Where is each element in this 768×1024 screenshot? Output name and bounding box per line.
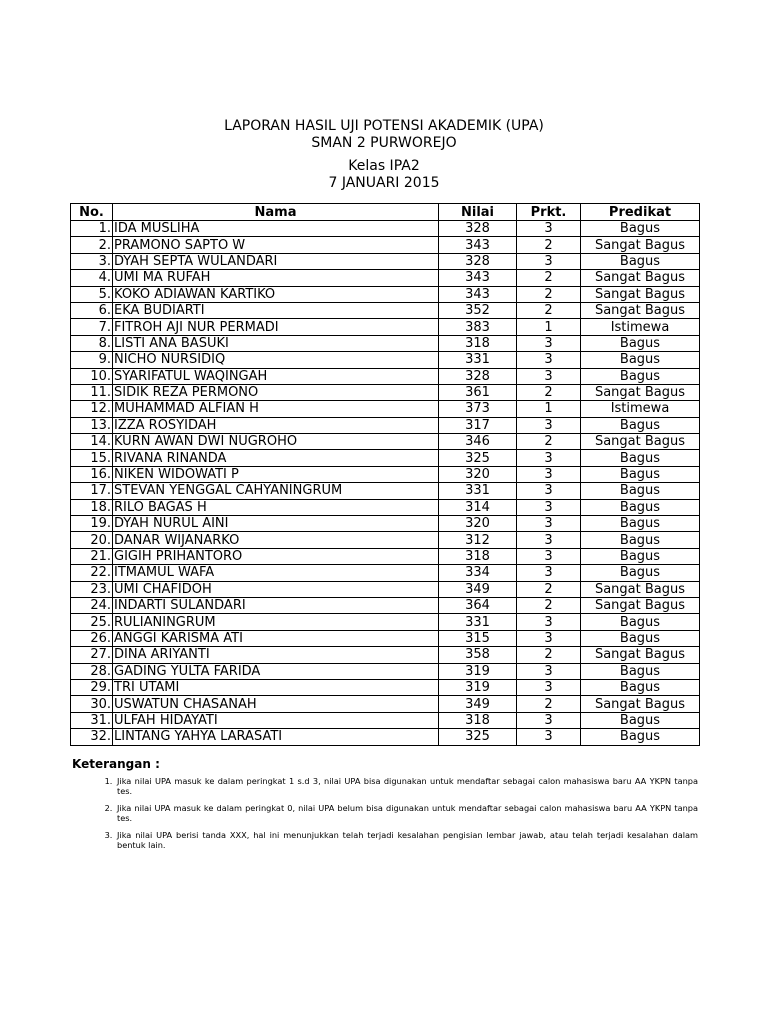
cell-nilai: 318: [439, 712, 517, 728]
table-row: [71, 483, 700, 499]
cell-no: 24.: [71, 597, 113, 613]
cell-predikat: Bagus: [581, 253, 700, 269]
cell-prkt: 2: [517, 270, 581, 286]
cell-prkt: 2: [517, 286, 581, 302]
cell-predikat: Bagus: [581, 352, 700, 368]
cell-prkt: 3: [517, 532, 581, 548]
cell-prkt: 2: [517, 384, 581, 400]
table-row: [71, 466, 700, 482]
cell-nama: NICHO NURSIDIQ: [113, 352, 439, 368]
cell-no: 12.: [71, 401, 113, 417]
cell-nama: KOKO ADIAWAN KARTIKO: [113, 286, 439, 302]
cell-nilai: 328: [439, 221, 517, 237]
cell-no: 27.: [71, 647, 113, 663]
cell-nilai: 312: [439, 532, 517, 548]
cell-prkt: 3: [517, 466, 581, 482]
cell-predikat: Bagus: [581, 483, 700, 499]
cell-predikat: Bagus: [581, 368, 700, 384]
cell-predikat: Sangat Bagus: [581, 237, 700, 253]
cell-prkt: 3: [517, 417, 581, 433]
cell-prkt: 3: [517, 516, 581, 532]
cell-predikat: Sangat Bagus: [581, 302, 700, 318]
cell-predikat: Istimewa: [581, 319, 700, 335]
table-row: [71, 679, 700, 695]
cell-nilai: 343: [439, 270, 517, 286]
cell-nama: TRI UTAMI: [113, 679, 439, 695]
cell-predikat: Sangat Bagus: [581, 581, 700, 597]
cell-no: 29.: [71, 679, 113, 695]
cell-nilai: 364: [439, 597, 517, 613]
table-row: [71, 696, 700, 712]
cell-nama: UMI MA RUFAH: [113, 270, 439, 286]
cell-predikat: Bagus: [581, 335, 700, 351]
cell-no: 2.: [71, 237, 113, 253]
table-row: [71, 516, 700, 532]
cell-prkt: 2: [517, 434, 581, 450]
note-item: 1. Jika nilai UPA masuk ke dalam peringkat 1 s.d 3, nilai UPA bisa digunakan untuk mendaftar sebagai calon mahasiswa baru AA YKPN tanpa tes.: [115, 776, 698, 796]
note-item: 2. Jika nilai UPA masuk ke dalam peringkat 0, nilai UPA belum bisa digunakan untuk mendaftar sebagai calon mahasiswa baru AA YKPN tanpa tes.: [115, 803, 698, 823]
results-table: [70, 203, 700, 746]
cell-prkt: 3: [517, 221, 581, 237]
cell-predikat: Bagus: [581, 499, 700, 515]
cell-predikat: Sangat Bagus: [581, 597, 700, 613]
cell-prkt: 2: [517, 581, 581, 597]
table-row: [71, 597, 700, 613]
table-row: [71, 581, 700, 597]
cell-nama: RIVANA RINANDA: [113, 450, 439, 466]
table-row: [71, 548, 700, 564]
cell-no: 32.: [71, 729, 113, 745]
cell-no: 14.: [71, 434, 113, 450]
cell-nilai: 331: [439, 352, 517, 368]
cell-prkt: 3: [517, 368, 581, 384]
cell-prkt: 3: [517, 712, 581, 728]
cell-no: 18.: [71, 499, 113, 515]
table-row: [71, 286, 700, 302]
column-header-predikat: Predikat: [581, 204, 700, 221]
table-row: [71, 614, 700, 630]
table-row: [71, 319, 700, 335]
cell-nilai: 383: [439, 319, 517, 335]
cell-no: 8.: [71, 335, 113, 351]
cell-prkt: 3: [517, 499, 581, 515]
table-row: [71, 499, 700, 515]
table-row: [71, 434, 700, 450]
cell-nilai: 318: [439, 335, 517, 351]
table-body: [71, 221, 700, 746]
cell-prkt: 3: [517, 483, 581, 499]
cell-nilai: 331: [439, 483, 517, 499]
cell-nama: DYAH NURUL AINI: [113, 516, 439, 532]
table-header-row: [71, 204, 700, 221]
cell-predikat: Bagus: [581, 712, 700, 728]
table-row: [71, 450, 700, 466]
cell-predikat: Bagus: [581, 466, 700, 482]
cell-prkt: 3: [517, 548, 581, 564]
table-row: [71, 368, 700, 384]
cell-nilai: 331: [439, 614, 517, 630]
table-row: [71, 401, 700, 417]
cell-predikat: Bagus: [581, 630, 700, 646]
cell-nama: UMI CHAFIDOH: [113, 581, 439, 597]
cell-prkt: 3: [517, 679, 581, 695]
column-header-prkt: Prkt.: [517, 204, 581, 221]
table-row: [71, 302, 700, 318]
column-header-nama: Nama: [113, 204, 439, 221]
cell-nama: MUHAMMAD ALFIAN H: [113, 401, 439, 417]
cell-nilai: 315: [439, 630, 517, 646]
cell-nilai: 328: [439, 253, 517, 269]
cell-nilai: 317: [439, 417, 517, 433]
cell-predikat: Sangat Bagus: [581, 434, 700, 450]
table-row: [71, 663, 700, 679]
report-title: LAPORAN HASIL UJI POTENSI AKADEMIK (UPA): [224, 118, 544, 134]
cell-nama: SYARIFATUL WAQINGAH: [113, 368, 439, 384]
cell-nama: LISTI ANA BASUKI: [113, 335, 439, 351]
cell-prkt: 3: [517, 565, 581, 581]
notes-title: Keterangan :: [72, 757, 160, 771]
cell-nilai: 328: [439, 368, 517, 384]
table-row: [71, 253, 700, 269]
cell-no: 11.: [71, 384, 113, 400]
cell-predikat: Bagus: [581, 221, 700, 237]
cell-prkt: 1: [517, 401, 581, 417]
cell-no: 28.: [71, 663, 113, 679]
table-row: [71, 335, 700, 351]
cell-no: 3.: [71, 253, 113, 269]
cell-predikat: Bagus: [581, 532, 700, 548]
cell-nilai: 314: [439, 499, 517, 515]
cell-no: 26.: [71, 630, 113, 646]
cell-nilai: 346: [439, 434, 517, 450]
cell-predikat: Bagus: [581, 565, 700, 581]
cell-predikat: Sangat Bagus: [581, 270, 700, 286]
cell-predikat: Sangat Bagus: [581, 384, 700, 400]
cell-predikat: Bagus: [581, 679, 700, 695]
cell-no: 15.: [71, 450, 113, 466]
cell-nilai: 361: [439, 384, 517, 400]
cell-prkt: 3: [517, 253, 581, 269]
cell-prkt: 3: [517, 450, 581, 466]
cell-no: 19.: [71, 516, 113, 532]
cell-no: 30.: [71, 696, 113, 712]
cell-prkt: 2: [517, 597, 581, 613]
cell-prkt: 3: [517, 335, 581, 351]
cell-no: 7.: [71, 319, 113, 335]
cell-no: 10.: [71, 368, 113, 384]
cell-nilai: 334: [439, 565, 517, 581]
notes-list: [72, 776, 698, 850]
column-header-nilai: Nilai: [439, 204, 517, 221]
cell-no: 21.: [71, 548, 113, 564]
cell-no: 22.: [71, 565, 113, 581]
cell-nilai: 320: [439, 466, 517, 482]
cell-no: 31.: [71, 712, 113, 728]
cell-nama: PRAMONO SAPTO W: [113, 237, 439, 253]
cell-predikat: Sangat Bagus: [581, 286, 700, 302]
table-row: [71, 270, 700, 286]
cell-nama: IDA MUSLIHA: [113, 221, 439, 237]
cell-nilai: 358: [439, 647, 517, 663]
cell-prkt: 3: [517, 352, 581, 368]
report-date: 7 JANUARI 2015: [328, 175, 440, 191]
table-row: [71, 647, 700, 663]
cell-no: 1.: [71, 221, 113, 237]
note-item: 3. Jika nilai UPA berisi tanda XXX, hal ini menunjukkan telah terjadi kesalahan pengisian lembar jawab, atau telah terjadi kesalahan dalam bentuk lain.: [115, 830, 698, 850]
table-row: [71, 417, 700, 433]
cell-nilai: 325: [439, 729, 517, 745]
cell-predikat: Bagus: [581, 450, 700, 466]
cell-no: 16.: [71, 466, 113, 482]
cell-nilai: 319: [439, 663, 517, 679]
cell-prkt: 2: [517, 647, 581, 663]
cell-prkt: 3: [517, 663, 581, 679]
table-row: [71, 532, 700, 548]
cell-nilai: 352: [439, 302, 517, 318]
cell-nama: GADING YULTA FARIDA: [113, 663, 439, 679]
cell-nama: STEVAN YENGGAL CAHYANINGRUM: [113, 483, 439, 499]
cell-no: 4.: [71, 270, 113, 286]
cell-predikat: Bagus: [581, 663, 700, 679]
cell-nama: ANGGI KARISMA ATI: [113, 630, 439, 646]
cell-nama: ITMAMUL WAFA: [113, 565, 439, 581]
cell-nama: RILO BAGAS H: [113, 499, 439, 515]
cell-nama: USWATUN CHASANAH: [113, 696, 439, 712]
cell-nilai: 343: [439, 286, 517, 302]
cell-nilai: 318: [439, 548, 517, 564]
cell-nama: FITROH AJI NUR PERMADI: [113, 319, 439, 335]
cell-nilai: 343: [439, 237, 517, 253]
class-name: Kelas IPA2: [348, 158, 420, 174]
cell-prkt: 2: [517, 696, 581, 712]
cell-nilai: 320: [439, 516, 517, 532]
cell-no: 25.: [71, 614, 113, 630]
cell-nilai: 373: [439, 401, 517, 417]
cell-prkt: 3: [517, 614, 581, 630]
cell-no: 5.: [71, 286, 113, 302]
cell-nama: EKA BUDIARTI: [113, 302, 439, 318]
cell-no: 13.: [71, 417, 113, 433]
cell-nama: DYAH SEPTA WULANDARI: [113, 253, 439, 269]
cell-nama: LINTANG YAHYA LARASATI: [113, 729, 439, 745]
notes-section: [72, 757, 698, 857]
table-row: [71, 565, 700, 581]
cell-no: 23.: [71, 581, 113, 597]
cell-prkt: 3: [517, 630, 581, 646]
cell-prkt: 3: [517, 729, 581, 745]
cell-prkt: 2: [517, 237, 581, 253]
table-row: [71, 221, 700, 237]
cell-no: 17.: [71, 483, 113, 499]
cell-nilai: 319: [439, 679, 517, 695]
cell-nilai: 325: [439, 450, 517, 466]
cell-predikat: Bagus: [581, 548, 700, 564]
cell-predikat: Bagus: [581, 614, 700, 630]
table-row: [71, 729, 700, 745]
cell-nama: RULIANINGRUM: [113, 614, 439, 630]
cell-prkt: 2: [517, 302, 581, 318]
column-header-no: No.: [71, 204, 113, 221]
cell-predikat: Bagus: [581, 516, 700, 532]
cell-nama: DINA ARIYANTI: [113, 647, 439, 663]
cell-nilai: 349: [439, 581, 517, 597]
table-row: [71, 352, 700, 368]
cell-nama: GIGIH PRIHANTORO: [113, 548, 439, 564]
cell-no: 9.: [71, 352, 113, 368]
cell-nama: SIDIK REZA PERMONO: [113, 384, 439, 400]
school-name: SMAN 2 PURWOREJO: [311, 135, 457, 151]
table-row: [71, 630, 700, 646]
cell-prkt: 1: [517, 319, 581, 335]
cell-no: 20.: [71, 532, 113, 548]
cell-predikat: Bagus: [581, 729, 700, 745]
table-row: [71, 237, 700, 253]
cell-nama: ULFAH HIDAYATI: [113, 712, 439, 728]
table-row: [71, 384, 700, 400]
table-row: [71, 712, 700, 728]
cell-predikat: Sangat Bagus: [581, 647, 700, 663]
cell-nama: KURN AWAN DWI NUGROHO: [113, 434, 439, 450]
report-header: [0, 118, 768, 192]
cell-predikat: Sangat Bagus: [581, 696, 700, 712]
cell-nama: NIKEN WIDOWATI P: [113, 466, 439, 482]
cell-no: 6.: [71, 302, 113, 318]
cell-nama: INDARTI SULANDARI: [113, 597, 439, 613]
cell-predikat: Bagus: [581, 417, 700, 433]
cell-nama: IZZA ROSYIDAH: [113, 417, 439, 433]
cell-nama: DANAR WIJANARKO: [113, 532, 439, 548]
cell-predikat: Istimewa: [581, 401, 700, 417]
cell-nilai: 349: [439, 696, 517, 712]
